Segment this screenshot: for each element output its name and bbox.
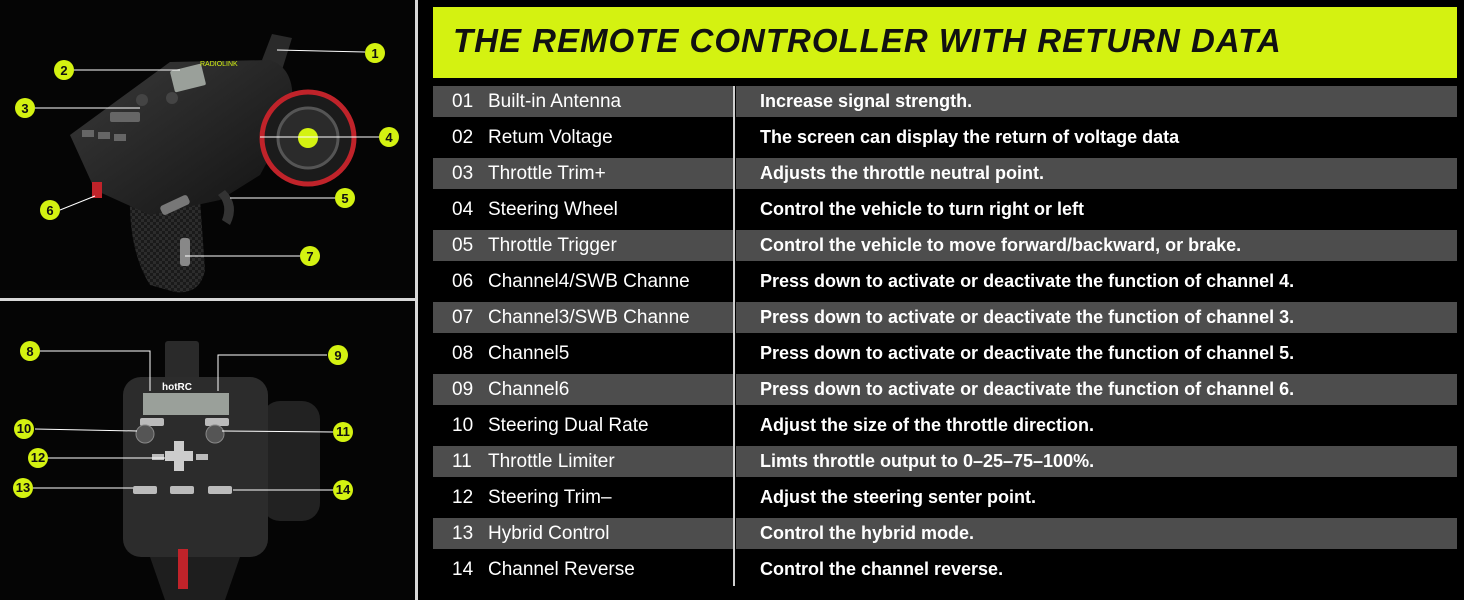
feature-description: Press down to activate or deactivate the function of channel 6. [736, 374, 1457, 405]
feature-number: 06 [452, 271, 474, 292]
callout-9 [328, 345, 348, 365]
lcd-screen-top-shape [143, 393, 229, 415]
table-row [433, 446, 1457, 477]
feature-name-cell [433, 554, 733, 585]
callout-10 [14, 419, 34, 439]
table-row [433, 410, 1457, 441]
feature-description: Increase signal strength. [736, 86, 1457, 117]
table-row [433, 374, 1457, 405]
callout-11 [333, 422, 353, 442]
feature-name: Channel3/SWB Channe [488, 307, 690, 328]
feature-name: Steering Wheel [488, 199, 618, 220]
callout-1 [365, 43, 385, 63]
feature-name-cell [433, 266, 733, 297]
feature-name: Steering Trim– [488, 487, 612, 508]
feature-name: Channel6 [488, 379, 570, 400]
feature-name-cell [433, 194, 733, 225]
feature-name-cell [433, 338, 733, 369]
feature-name-cell [433, 518, 733, 549]
table-row [433, 518, 1457, 549]
feature-number: 13 [452, 523, 474, 544]
callout-5 [335, 188, 355, 208]
svg-text:8: 8 [26, 344, 34, 359]
controller-top-view-panel [0, 301, 415, 600]
feature-number: 12 [452, 487, 474, 508]
table-row [433, 554, 1457, 585]
feature-description: Control the vehicle to move forward/backward, or brake. [736, 230, 1457, 261]
feature-number: 01 [452, 91, 474, 112]
table-row [433, 122, 1457, 153]
feature-name: Channel Reverse [488, 559, 635, 580]
callout-12 [28, 448, 48, 468]
feature-name-cell [433, 230, 733, 261]
feature-description: Press down to activate or deactivate the function of channel 3. [736, 302, 1457, 333]
table-row [433, 266, 1457, 297]
feature-description: Press down to activate or deactivate the function of channel 4. [760, 271, 1295, 291]
title-banner [433, 7, 1457, 78]
feature-description: Adjusts the throttle neutral point. [736, 158, 1457, 189]
svg-text:5: 5 [341, 191, 349, 206]
feature-description: Press down to activate or deactivate the function of channel 5. [760, 343, 1295, 363]
feature-name-cell [433, 446, 733, 477]
table-row [433, 194, 1457, 225]
feature-number: 09 [452, 379, 474, 400]
brand-logo-bottom: hotRC [162, 382, 192, 393]
callout-3 [15, 98, 35, 118]
feature-name: Built-in Antenna [488, 91, 622, 112]
page-title: THE REMOTE CONTROLLER WITH RETURN DATA [453, 22, 1282, 59]
feature-name-cell [433, 374, 733, 405]
feature-description: Control the channel reverse. [760, 559, 1004, 579]
table-row [433, 482, 1457, 513]
svg-text:11: 11 [336, 424, 350, 439]
callout-6 [40, 200, 60, 220]
panel-divider-vertical [415, 0, 418, 600]
feature-name-cell [433, 482, 733, 513]
callout-7 [300, 246, 320, 266]
svg-text:6: 6 [46, 203, 54, 218]
feature-name: Hybrid Control [488, 523, 610, 544]
feature-number: 08 [452, 343, 474, 364]
feature-number: 10 [452, 415, 474, 436]
feature-number: 05 [452, 235, 474, 256]
feature-description: Adjust the size of the throttle direction. [760, 415, 1095, 435]
brand-logo-top: RADIOLINK [200, 61, 238, 68]
svg-text:1: 1 [371, 46, 379, 61]
feature-number: 04 [452, 199, 474, 220]
svg-text:13: 13 [15, 480, 31, 495]
feature-name-cell [433, 86, 733, 117]
feature-number: 02 [452, 127, 474, 148]
svg-text:12: 12 [30, 450, 46, 465]
svg-text:9: 9 [334, 348, 342, 363]
table-row [433, 338, 1457, 369]
feature-number: 07 [452, 307, 474, 328]
feature-name-cell [433, 122, 733, 153]
feature-name-cell [433, 158, 733, 189]
feature-name: Throttle Trigger [488, 235, 617, 256]
controller-side-view-panel [0, 0, 415, 298]
svg-text:10: 10 [16, 421, 32, 436]
svg-text:4: 4 [385, 130, 393, 145]
feature-description: Limts throttle output to 0–25–75–100%. [736, 446, 1457, 477]
callout-8 [20, 341, 40, 361]
feature-description: The screen can display the return of voltage data [760, 127, 1180, 147]
table-row [433, 158, 1457, 189]
callout-13 [13, 478, 33, 498]
table-column-separator [733, 86, 735, 586]
svg-text:14: 14 [335, 482, 351, 497]
table-row [433, 86, 1457, 117]
feature-name: Steering Dual Rate [488, 415, 649, 436]
feature-number: 03 [452, 163, 474, 184]
callout-2 [54, 60, 74, 80]
controller-side-illustration [0, 0, 415, 298]
table-row [433, 230, 1457, 261]
svg-text:7: 7 [306, 249, 314, 264]
callout-14 [333, 480, 353, 500]
feature-number: 14 [452, 559, 474, 580]
feature-description: Control the hybrid mode. [736, 518, 1457, 549]
feature-name: Channel4/SWB Channe [488, 271, 690, 292]
feature-name: Channel5 [488, 343, 570, 364]
svg-text:2: 2 [60, 63, 68, 78]
feature-name-cell [433, 410, 733, 441]
table-row [433, 302, 1457, 333]
feature-name: Throttle Trim+ [488, 163, 606, 184]
feature-name-cell [433, 302, 733, 333]
feature-name: Retum Voltage [488, 127, 613, 148]
controller-top-illustration [0, 301, 415, 600]
feature-name: Throttle Limiter [488, 451, 615, 472]
callout-4 [379, 127, 399, 147]
feature-number: 11 [452, 451, 472, 472]
svg-text:3: 3 [21, 101, 29, 116]
feature-description: Adjust the steering senter point. [760, 487, 1037, 507]
feature-description: Control the vehicle to turn right or left [760, 199, 1084, 219]
